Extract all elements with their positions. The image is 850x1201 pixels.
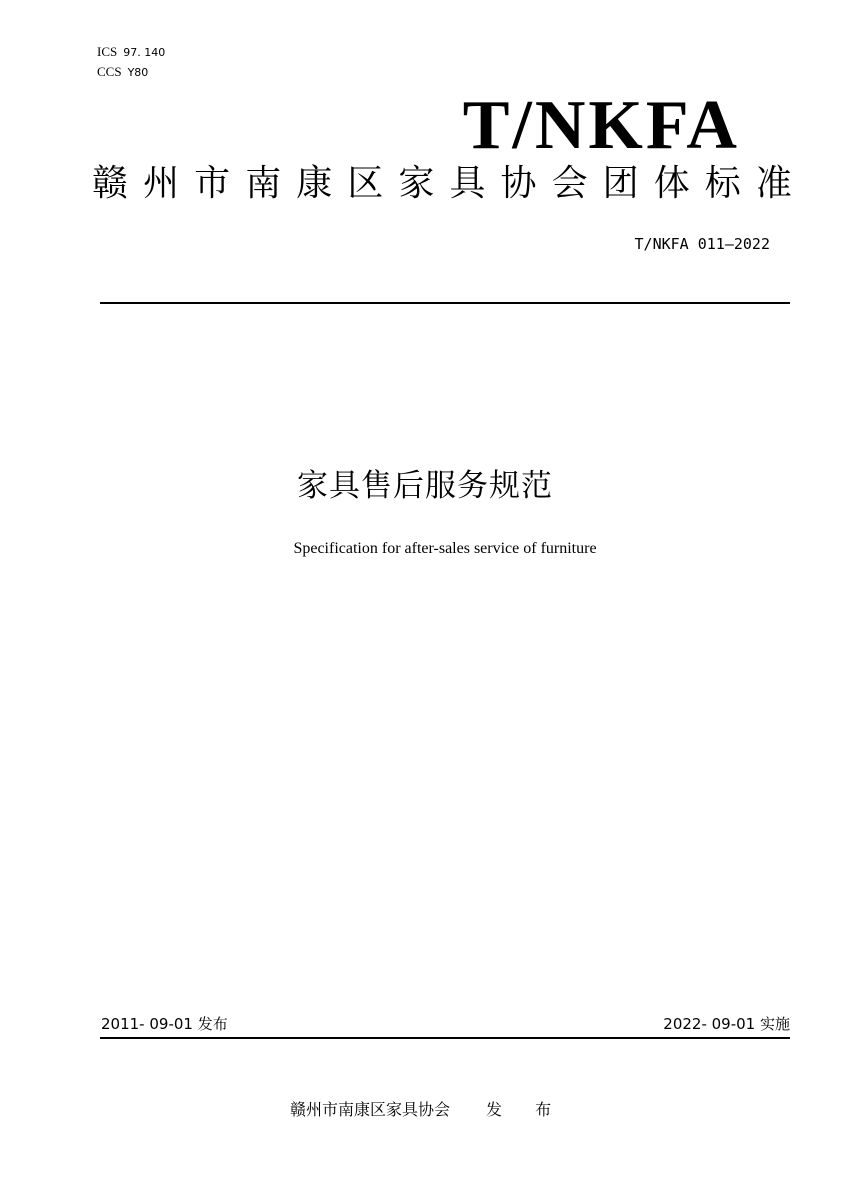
publish-date: 2011- 09-01 发布	[101, 1015, 228, 1033]
footer-divider	[100, 1037, 790, 1039]
org-char: 标	[704, 163, 741, 204]
standard-logo: T/NKFA	[462, 87, 740, 164]
publisher-line	[290, 1099, 565, 1121]
ics-value: 97. 140	[123, 46, 166, 59]
org-char: 家	[398, 163, 435, 204]
ccs-label: CCS	[97, 64, 122, 79]
document-title: 家具售后服务规范	[297, 468, 553, 504]
ics-row	[97, 42, 165, 62]
implement-date: 2022- 09-01 实施	[663, 1015, 790, 1033]
standard-number: T/NKFA 011—2022	[634, 235, 770, 253]
publisher-action: 发 布	[486, 1100, 566, 1119]
org-char: 体	[653, 163, 690, 204]
ics-label: ICS	[97, 44, 118, 59]
organization-title	[92, 162, 792, 206]
org-char: 区	[347, 163, 384, 204]
org-char: 州	[143, 163, 180, 204]
org-char: 具	[449, 163, 486, 204]
publisher-name: 赣州市南康区家具协会	[290, 1100, 451, 1119]
org-char: 市	[194, 163, 231, 204]
header-divider	[100, 302, 790, 304]
org-char: 会	[551, 163, 588, 204]
classification-codes	[97, 42, 165, 82]
ccs-row	[97, 62, 165, 82]
ccs-value: Y80	[127, 66, 149, 79]
org-char: 团	[602, 163, 639, 204]
org-char: 康	[296, 163, 333, 204]
org-char: 协	[500, 163, 537, 204]
org-char: 准	[755, 163, 792, 204]
org-char: 赣	[92, 163, 129, 204]
document-subtitle: Specification for after-sales service of furniture	[293, 540, 597, 557]
org-char: 南	[245, 163, 282, 204]
